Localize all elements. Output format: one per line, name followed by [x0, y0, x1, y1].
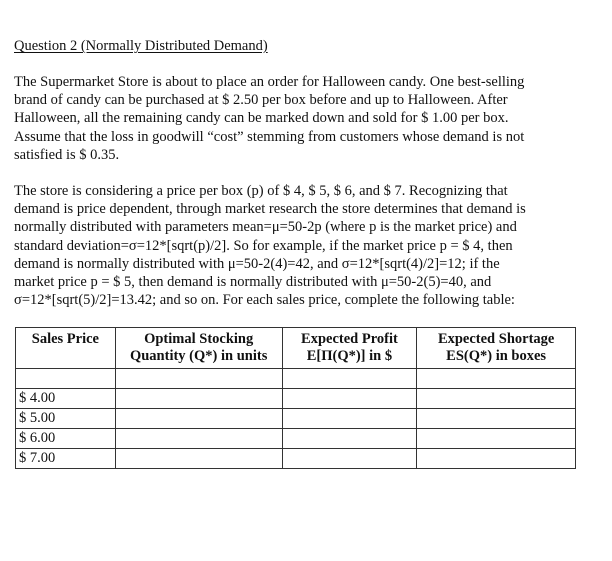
header-optimal-stocking: Optimal Stocking Quantity (Q*) in units	[115, 328, 282, 369]
table-row	[16, 449, 576, 469]
cell-expected-profit[interactable]	[282, 429, 417, 449]
cell-sales-price: $ 6.00	[16, 429, 116, 449]
cell-sales-price: $ 5.00	[16, 409, 116, 429]
cell-optimal-stocking[interactable]	[115, 449, 282, 469]
header-sales-price: Sales Price	[16, 328, 116, 369]
table-row	[16, 409, 576, 429]
table-row	[16, 389, 576, 409]
question-title: Question 2 (Normally Distributed Demand)	[14, 38, 268, 54]
cell-expected-profit[interactable]	[282, 389, 417, 409]
results-table	[15, 327, 576, 469]
cell-optimal-stocking[interactable]	[115, 389, 282, 409]
paragraph-line: standard deviation=σ=12*[sqrt(p)/2]. So for example, if the market price p = $ 4, then	[14, 237, 513, 254]
table-header-row	[16, 328, 576, 369]
table-row	[16, 429, 576, 449]
cell-expected-profit[interactable]	[282, 449, 417, 469]
cell-expected-shortage[interactable]	[417, 449, 576, 469]
paragraph-line: σ=12*[sqrt(5)/2]=13.42; and so on. For each sales price, complete the following table:	[14, 292, 515, 309]
cell-sales-price: $ 4.00	[16, 389, 116, 409]
cell-expected-shortage[interactable]	[417, 409, 576, 429]
paragraph-line: normally distributed with parameters mean=μ=50-2p (where p is the market price) and	[14, 219, 517, 236]
pricing-paragraph	[14, 182, 596, 309]
paragraph-line: Assume that the loss in goodwill “cost” stemming from customers whose demand is not	[14, 128, 525, 145]
paragraph-line: demand is price dependent, through market research the store determines that demand is	[14, 201, 526, 218]
paragraph-line: The store is considering a price per box (p) of $ 4, $ 5, $ 6, and $ 7. Recognizing that	[14, 183, 508, 199]
paragraph-line: demand is normally distributed with μ=50-2(4)=42, and σ=12*[sqrt(4)/2]=12; if the	[14, 255, 500, 272]
paragraph-line: satisfied is $ 0.35.	[14, 146, 120, 163]
cell-expected-profit[interactable]	[282, 409, 417, 429]
cell-expected-shortage[interactable]	[417, 389, 576, 409]
cell-expected-shortage[interactable]	[417, 429, 576, 449]
table-spacer-row	[16, 369, 576, 389]
cell-optimal-stocking[interactable]	[115, 429, 282, 449]
intro-paragraph	[14, 73, 596, 164]
header-expected-profit: Expected Profit E[Π(Q*)] in $	[282, 328, 417, 369]
paragraph-line: market price p = $ 5, then demand is normally distributed with μ=50-2(5)=40, and	[14, 274, 492, 291]
paragraph-line: The Supermarket Store is about to place an order for Halloween candy. One best-selling	[14, 74, 525, 90]
paragraph-line: Halloween, all the remaining candy can be marked down and sold for $ 1.00 per box.	[14, 110, 509, 127]
paragraph-line: brand of candy can be purchased at $ 2.50 per box before and up to Halloween. After	[14, 92, 508, 109]
header-expected-shortage: Expected Shortage ES(Q*) in boxes	[417, 328, 576, 369]
cell-sales-price: $ 7.00	[16, 449, 116, 469]
cell-optimal-stocking[interactable]	[115, 409, 282, 429]
